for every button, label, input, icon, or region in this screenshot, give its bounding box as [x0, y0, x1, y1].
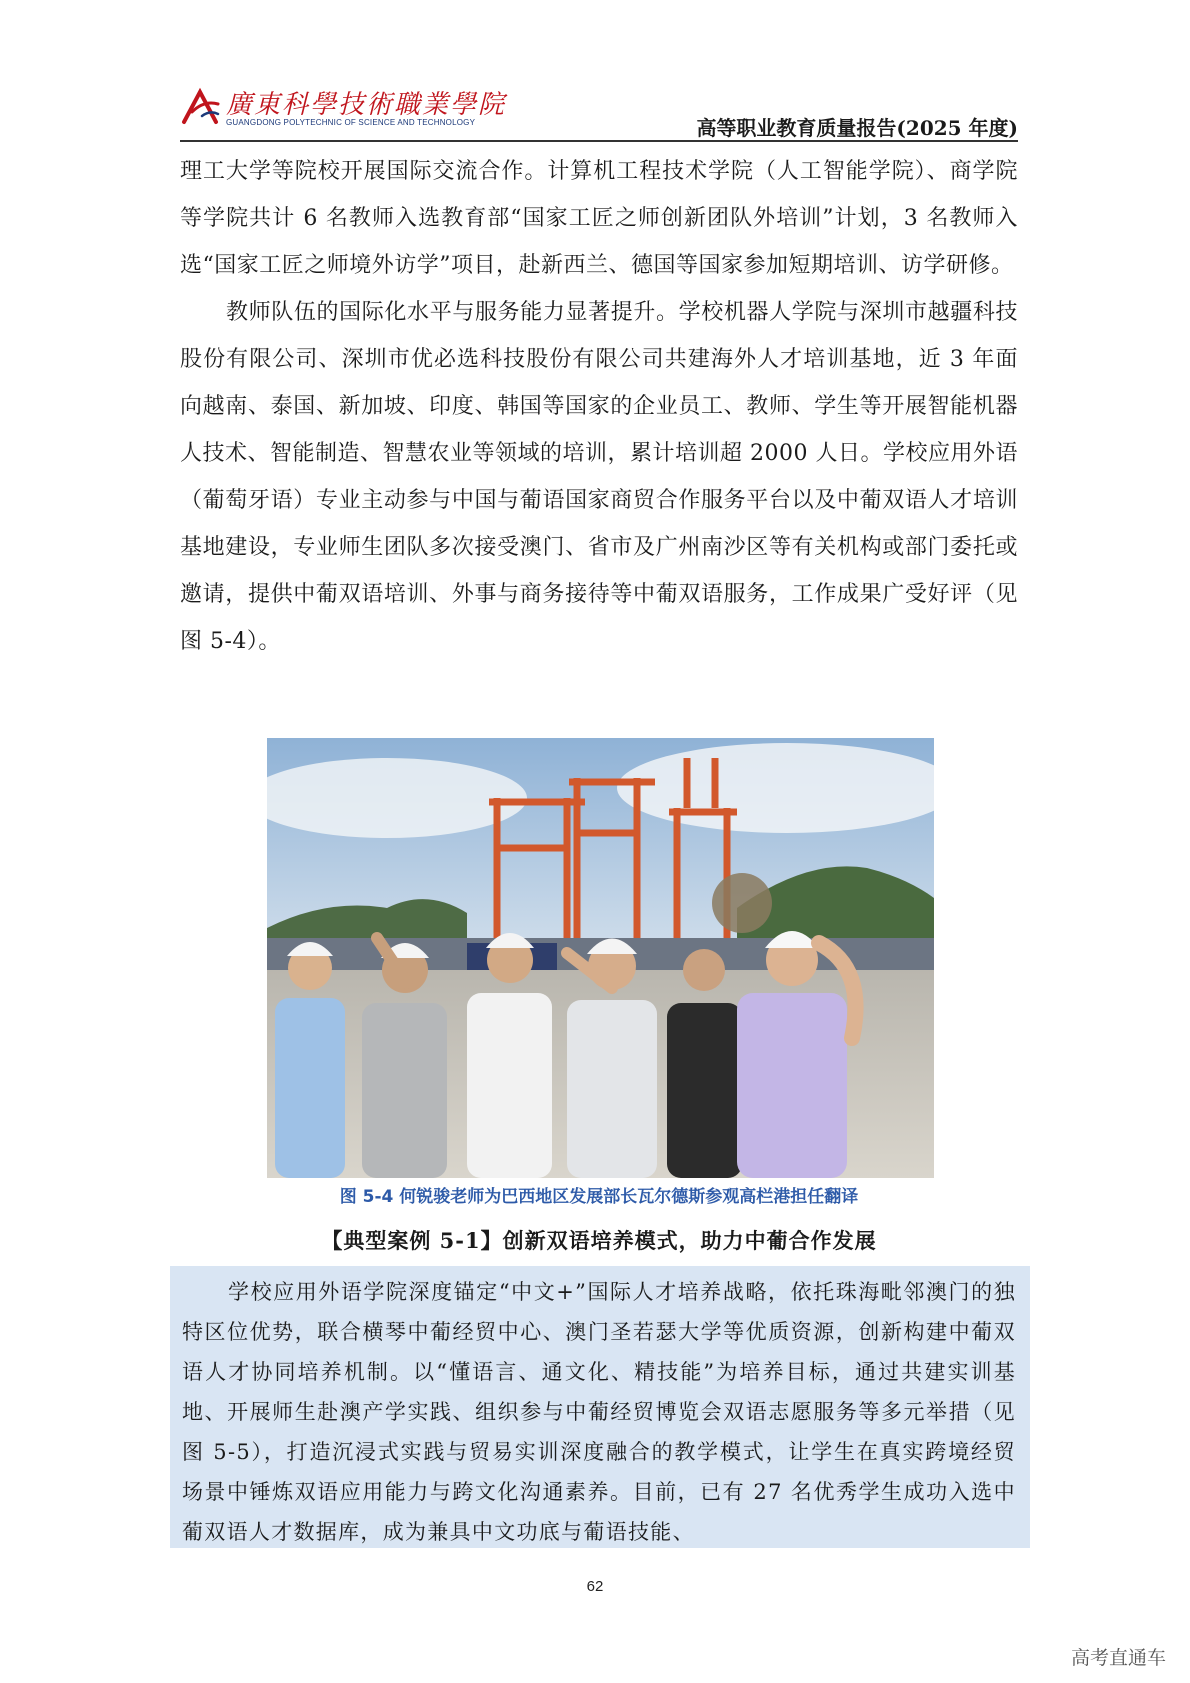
body-paragraph-1: 理工大学等院校开展国际交流合作。计算机工程技术学院（人工智能学院）、商学院等学院共计 6 名教师入选教育部“国家工匠之师创新团队外培训”计划，3 名教师入选“国家工匠之师境外访学”项目，赴新西兰、德国等国家参加短期培训、访学研修。: [180, 159, 1018, 278]
school-logo: [180, 82, 650, 132]
header-divider: [180, 140, 1018, 142]
port-visit-photo: [267, 738, 934, 1178]
case-study-title: 【典型案例 5-1】创新双语培养模式，助力中葡合作发展: [321, 1228, 877, 1253]
page-number: 62: [586, 1578, 604, 1595]
case-study-text: 学校应用外语学院深度锚定“中文+”国际人才培养战略，依托珠海毗邻澳门的独特区位优势，联合横琴中葡经贸中心、澳门圣若瑟大学等优质资源，创新构建中葡双语人才协同培养机制。以“懂语言、通文化、精技能”为培养目标，通过共建实训基地、开展师生赴澳产学实践、组织参与中葡经贸博览会双语志愿服务等多元举措（见图 5-5），打造沉浸式实践与贸易实训深度融合的教学模式，让学生在真实跨境经贸场景中锤炼双语应用能力与跨文化沟通素养。目前，已有 27 名优秀学生成功入选中葡双语人才数据库，成为兼具中文功底与葡语技能、: [182, 1280, 1016, 1544]
figure-photo-port-visit: [267, 738, 934, 1178]
logo-english-name: GUANGDONG POLYTECHNIC OF SCIENCE AND TECHNOLOGY: [226, 118, 476, 127]
body-paragraph-2: 教师队伍的国际化水平与服务能力显著提升。学校机器人学院与深圳市越疆科技股份有限公司、深圳市优必选科技股份有限公司共建海外人才培训基地，近 3 年面向越南、泰国、新加坡、印度、韩国等国家的企业员工、教师、学生等开展智能机器人技术、智能制造、智慧农业等领域的培训，累计培训超 2000 人日。学校应用外语（葡萄牙语）专业主动参与中国与葡语国家商贸合作服务平台以及中葡双语人才培训基地建设，专业师生团队多次接受澳门、省市及广州南沙区等有关机构或部门委托或邀请，提供中葡双语培训、外事与商务接待等中葡双语服务，工作成果广受好评（见图 5-4）。: [180, 300, 1018, 654]
page-header: [180, 82, 1018, 142]
watermark: 高考直通车: [1070, 1647, 1166, 1669]
body-text: [180, 148, 1018, 665]
figure-caption: 图 5-4 何锐骏老师为巴西地区发展部长瓦尔德斯参观高栏港担任翻译: [339, 1187, 859, 1207]
report-title: 高等职业教育质量报告(2025 年度): [696, 116, 1018, 140]
school-emblem-icon: [180, 86, 222, 128]
logo-chinese-name: 廣東科學技術職業學院: [226, 90, 507, 120]
case-study-box: [170, 1266, 1030, 1548]
